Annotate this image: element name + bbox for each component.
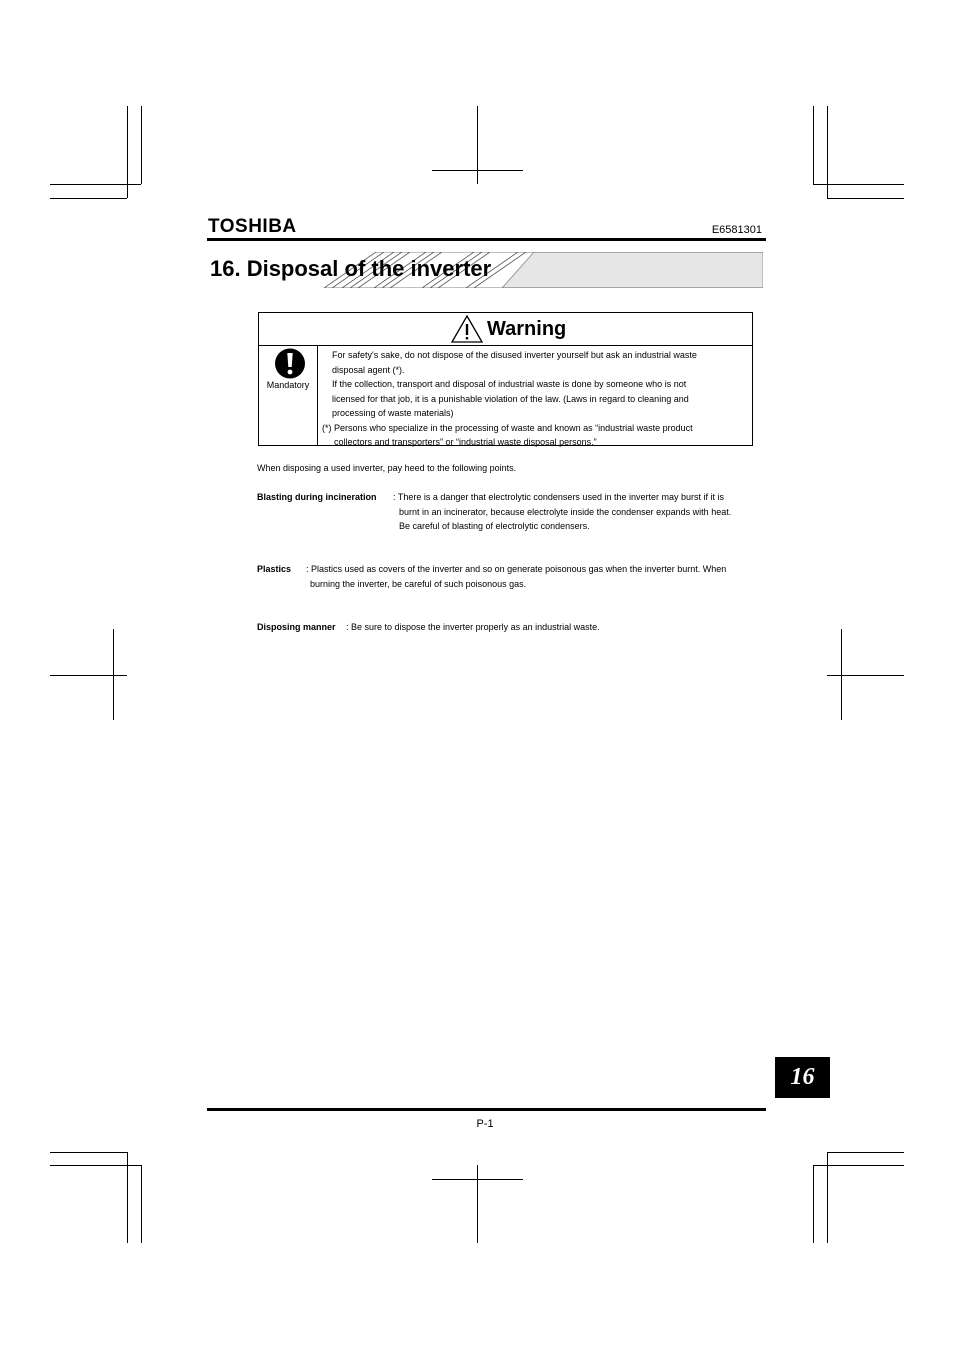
chapter-tab: 16 xyxy=(775,1057,830,1098)
warning-note-line: (*) Persons who specialize in the processing of waste and known as “industrial waste product xyxy=(322,422,693,433)
footer-rule xyxy=(207,1108,766,1111)
chapter-title: 16. Disposal of the inverter xyxy=(210,256,492,281)
item-line: burnt in an incinerator, because electrolyte inside the condenser expands with heat. xyxy=(399,506,732,517)
item-line: burning the inverter, be careful of such poisonous gas. xyxy=(310,578,527,589)
item-line: Be careful of blasting of electrolytic condensers. xyxy=(399,521,590,531)
item-line: : There is a danger that electrolytic condensers used in the inverter may burst if it is xyxy=(393,492,724,502)
intro-text: When disposing a used inverter, pay heed to the following points. xyxy=(257,463,517,473)
warning-line: For safety's sake, do not dispose of the disused inverter yourself but ask an industrial waste xyxy=(332,350,697,360)
warning-note-line: collectors and transporters” or “industrial waste disposal persons.” xyxy=(334,437,597,447)
item-line: : Plastics used as covers of the inverter and so on generate poisonous gas when the inverter burnt. When xyxy=(306,564,727,574)
warning-heading: Warning xyxy=(487,317,567,340)
brand-logo: TOSHIBA xyxy=(208,216,297,237)
item-line: : Be sure to dispose the inverter properly as an industrial waste. xyxy=(346,622,600,632)
warning-line: disposal agent (*). xyxy=(332,364,405,375)
warning-triangle-icon xyxy=(451,315,483,343)
header-rule xyxy=(207,238,766,241)
item-term: Plastics xyxy=(257,564,292,574)
disposal-item xyxy=(257,490,767,534)
document-number: E6581301 xyxy=(711,224,762,236)
warning-line: If the collection, transport and disposal of industrial waste is done by someone who is not xyxy=(332,379,687,389)
warning-box xyxy=(258,312,753,446)
mandatory-label: Mandatory xyxy=(266,380,310,390)
disposal-item xyxy=(257,562,767,592)
warning-text xyxy=(322,348,742,450)
disposal-item xyxy=(257,620,767,636)
warning-header xyxy=(259,313,752,346)
mandatory-exclamation-icon xyxy=(275,348,305,379)
item-term: Disposing manner xyxy=(257,622,336,632)
warning-line: processing of waste materials) xyxy=(332,408,454,418)
warning-line: licensed for that job, it is a punishable violation of the law. (Laws in regard to cleaning and xyxy=(332,393,689,404)
item-term: Blasting during incineration xyxy=(257,492,377,502)
mandatory-cell xyxy=(259,346,318,445)
page-number: P-1 xyxy=(476,1118,494,1130)
